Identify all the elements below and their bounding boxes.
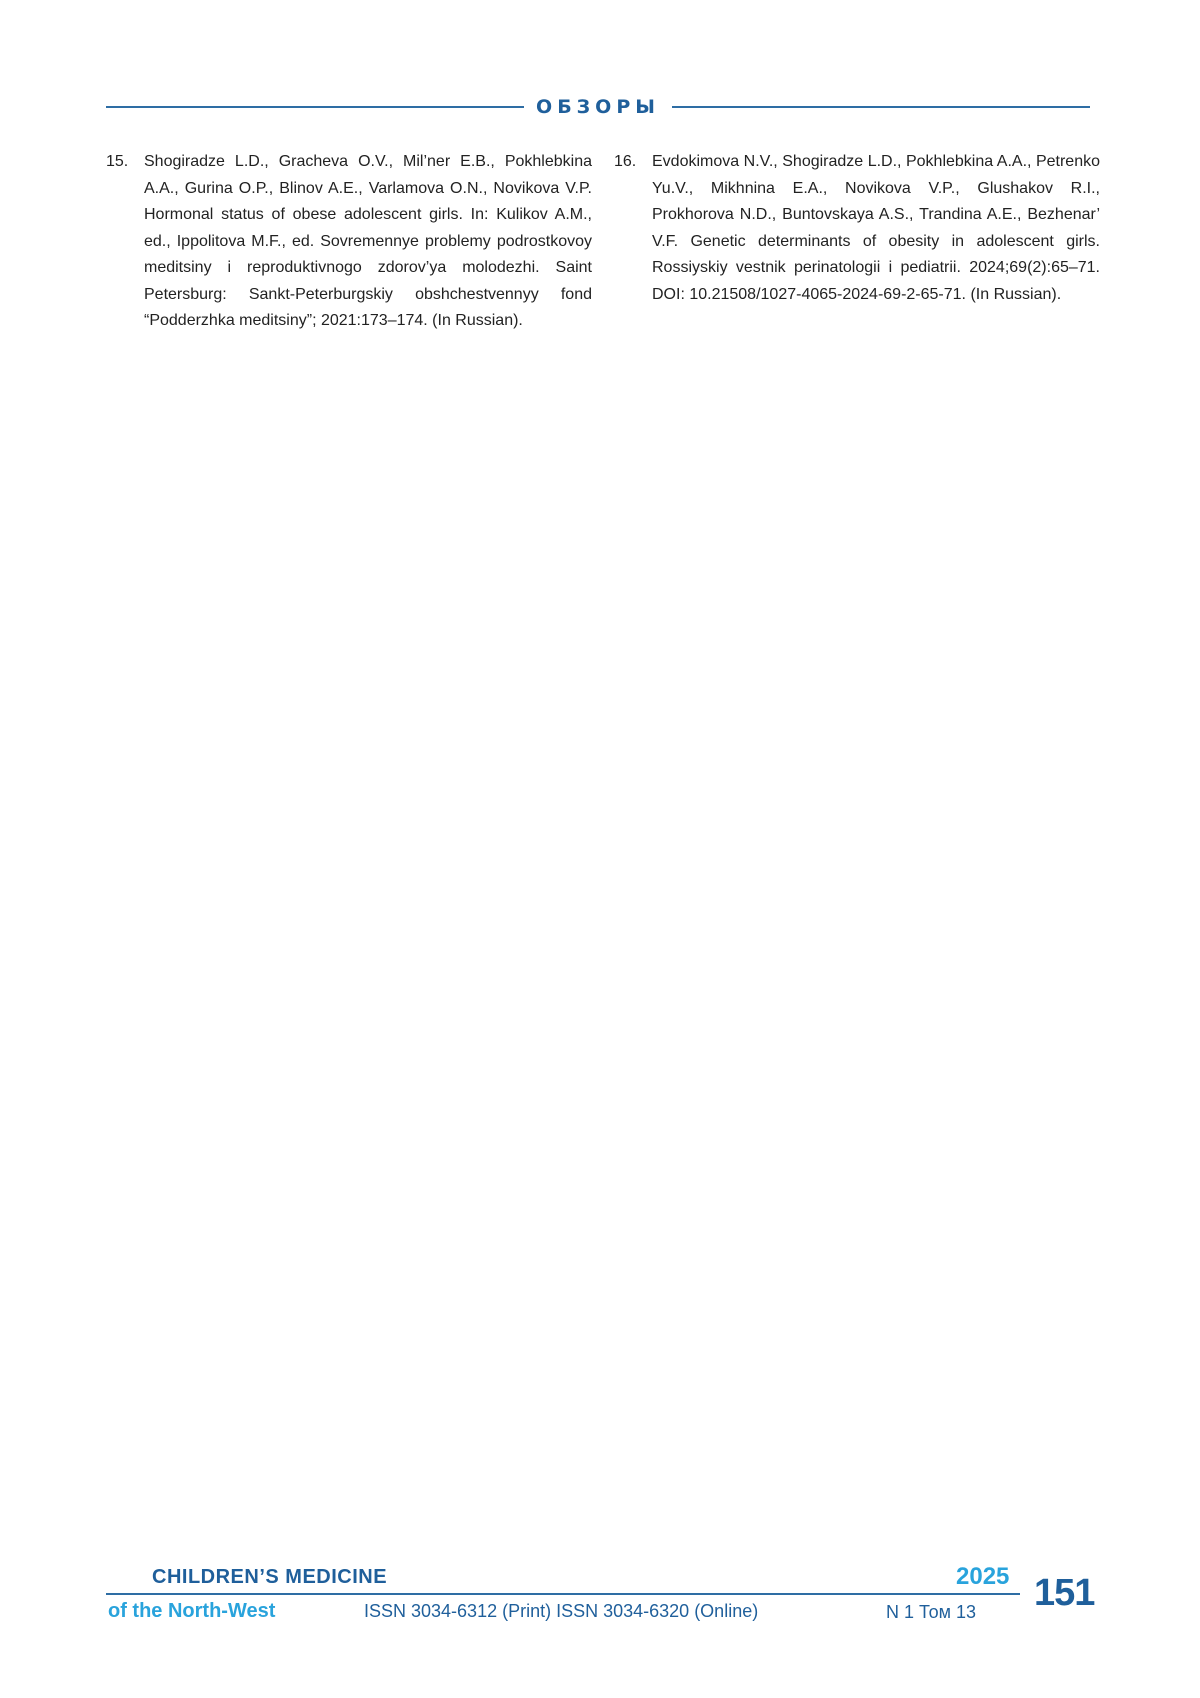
- publication-year: 2025: [956, 1563, 1010, 1590]
- reference-number: 16.: [614, 153, 637, 170]
- header-rule-left: [106, 106, 524, 108]
- section-title: ОБЗОРЫ: [536, 96, 660, 118]
- issn-info: ISSN 3034-6312 (Print) ISSN 3034-6320 (Online): [364, 1601, 759, 1621]
- issue-volume: N 1 Том 13: [886, 1602, 977, 1622]
- page-footer: [106, 1560, 1095, 1630]
- page-number: 151: [1034, 1572, 1095, 1614]
- reference-item: [614, 149, 1100, 308]
- journal-title: CHILDREN’S MEDICINE: [152, 1566, 388, 1588]
- reference-text: Shogiradze L.D., Gracheva O.V., Mil’ner E.B., Pokhlebkina A.A., Gurina O.P., Blinov A.E., Varlamova O.N., Novikova V.P. Hormonal status of obese adolescent girls. In: Kulikov A.M., ed., Ippolitova M.F., ed. Sovremennye problemy podrostkovoy meditsiny i reproduktivnogo zdorov’ya molodezhi. Saint Petersburg: Sankt-Peterburgskiy obshchestvennyy fond “Podderzhka meditsiny”; 2021:173–174. (In Russian).: [144, 153, 592, 329]
- journal-subtitle: of the North-West: [108, 1600, 276, 1622]
- reference-item: [106, 149, 592, 335]
- page-header: [106, 92, 1090, 122]
- reference-text: Evdokimova N.V., Shogiradze L.D., Pokhlebkina A.A., Petrenko Yu.V., Mikhnina E.A., Novikova V.P., Glushakov R.I., Prokhorova N.D., Buntovskaya A.S., Trandina A.E., Bezhenar’ V.F. Genetic determinants of obesity in adolescent girls. Rossiyskiy vestnik perinatologii i pediatrii. 2024;69(2):65–71. DOI: 10.21508/1027-4065-2024-69-2-65-71. (In Russian).: [652, 153, 1100, 303]
- reference-number: 15.: [106, 153, 129, 170]
- header-rule-right: [672, 106, 1090, 108]
- footer-rule: [106, 1593, 1020, 1595]
